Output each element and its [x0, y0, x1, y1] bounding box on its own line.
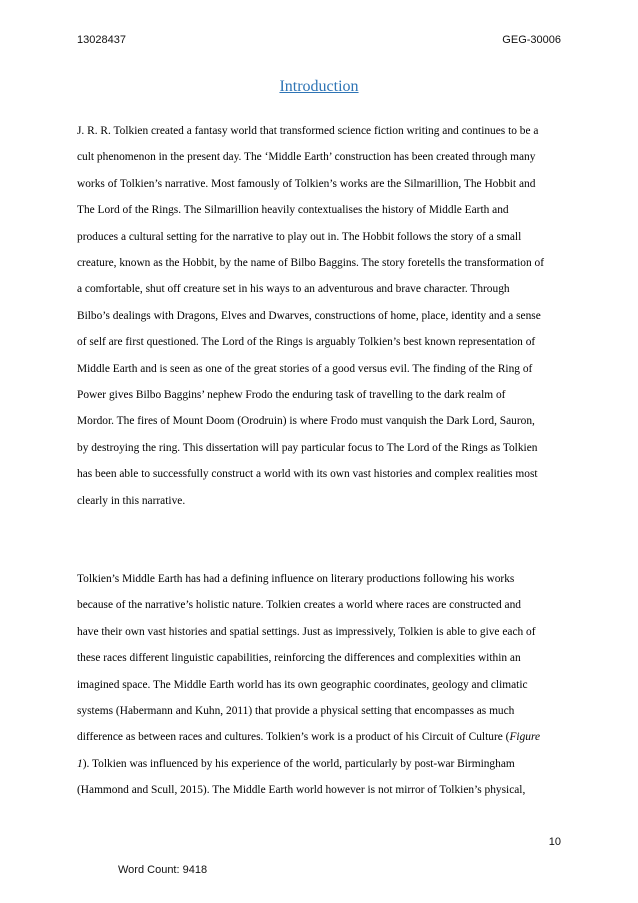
paragraph-line: imagined space. The Middle Earth world has its own geographic coordinates, geology and climatic [77, 678, 528, 691]
paragraph-line: Bilbo’s dealings with Dragons, Elves and Dwarves, constructions of home, place, identity and a sense [77, 309, 541, 322]
paragraph-line: has been able to successfully construct a world with its own vast histories and complex realities most [77, 468, 538, 481]
paragraph-1 [77, 118, 565, 514]
paragraph-line: creature, known as the Hobbit, by the name of Bilbo Baggins. The story foretells the transformation of [77, 257, 545, 270]
figure-reference-number: 1 [77, 757, 83, 770]
paragraph-line: a comfortable, shut off creature set in his ways to an adventurous and brave character. Through [77, 283, 510, 296]
paragraph-line: by destroying the ring. This dissertation will pay particular focus to The Lord of the Rings as Tolkien [77, 441, 538, 454]
paragraph-line: Mordor. The fires of Mount Doom (Orodruin) is where Frodo must vanquish the Dark Lord, Sauron, [77, 415, 535, 428]
paragraph-line [77, 751, 565, 777]
paragraph-line: of self are first questioned. The Lord of the Rings is arguably Tolkien’s best known representation of [77, 336, 536, 349]
word-count: Word Count: 9418 [118, 864, 208, 876]
paragraph-line: J. R. R. Tolkien created a fantasy world that transformed science fiction writing and continues to be a [77, 125, 539, 137]
paragraph-line: produces a cultural setting for the narrative to play out in. The Hobbit follows the story of a small [77, 230, 522, 243]
paragraph-line: (Hammond and Scull, 2015). The Middle Earth world however is not mirror of Tolkien’s physical, [77, 784, 526, 797]
line-text: ). Tolkien was influenced by his experience of the world, particularly by post-war Birmingham [82, 757, 515, 770]
paragraph-line: Power gives Bilbo Baggins’ nephew Frodo the enduring task of travelling to the dark realm of [77, 389, 506, 402]
paragraph-line [77, 724, 565, 750]
paragraph-line: Middle Earth and is seen as one of the great stories of a good versus evil. The finding of the Ring of [77, 362, 533, 375]
paragraph-line: systems (Habermann and Kuhn, 2011) that provide a physical setting that encompasses as much [77, 705, 515, 718]
paragraph-2 [77, 566, 565, 804]
paragraph-line: cult phenomenon in the present day. The ‘Middle Earth’ construction has been created through many [77, 151, 536, 164]
header-module-code: GEG-30006 [502, 34, 561, 46]
paragraph-line: these races different linguistic capabilities, reinforcing the differences and complexities within an [77, 652, 521, 665]
paragraph-line: works of Tolkien’s narrative. Most famously of Tolkien’s works are the Silmarillion, The Hobbit and [77, 177, 536, 190]
section-title: Introduction [279, 78, 359, 95]
page-number: 10 [548, 836, 561, 848]
paragraph-line: Tolkien’s Middle Earth has had a defining influence on literary productions following his works [77, 573, 515, 585]
figure-reference: Figure [509, 731, 541, 744]
line-text: difference as between races and cultures. Tolkien’s work is a product of his Circuit of Culture ( [77, 731, 510, 744]
paragraph-line: because of the narrative’s holistic nature. Tolkien creates a world where races are constructed and [77, 599, 521, 612]
paragraph-line: clearly in this narrative. [77, 494, 186, 507]
paragraph-line: have their own vast histories and spatial settings. Just as impressively, Tolkien is able to give each of [77, 625, 536, 638]
paragraph-line: The Lord of the Rings. The Silmarillion heavily contextualises the history of Middle Earth and [77, 204, 509, 217]
header-student-id: 13028437 [77, 34, 126, 46]
